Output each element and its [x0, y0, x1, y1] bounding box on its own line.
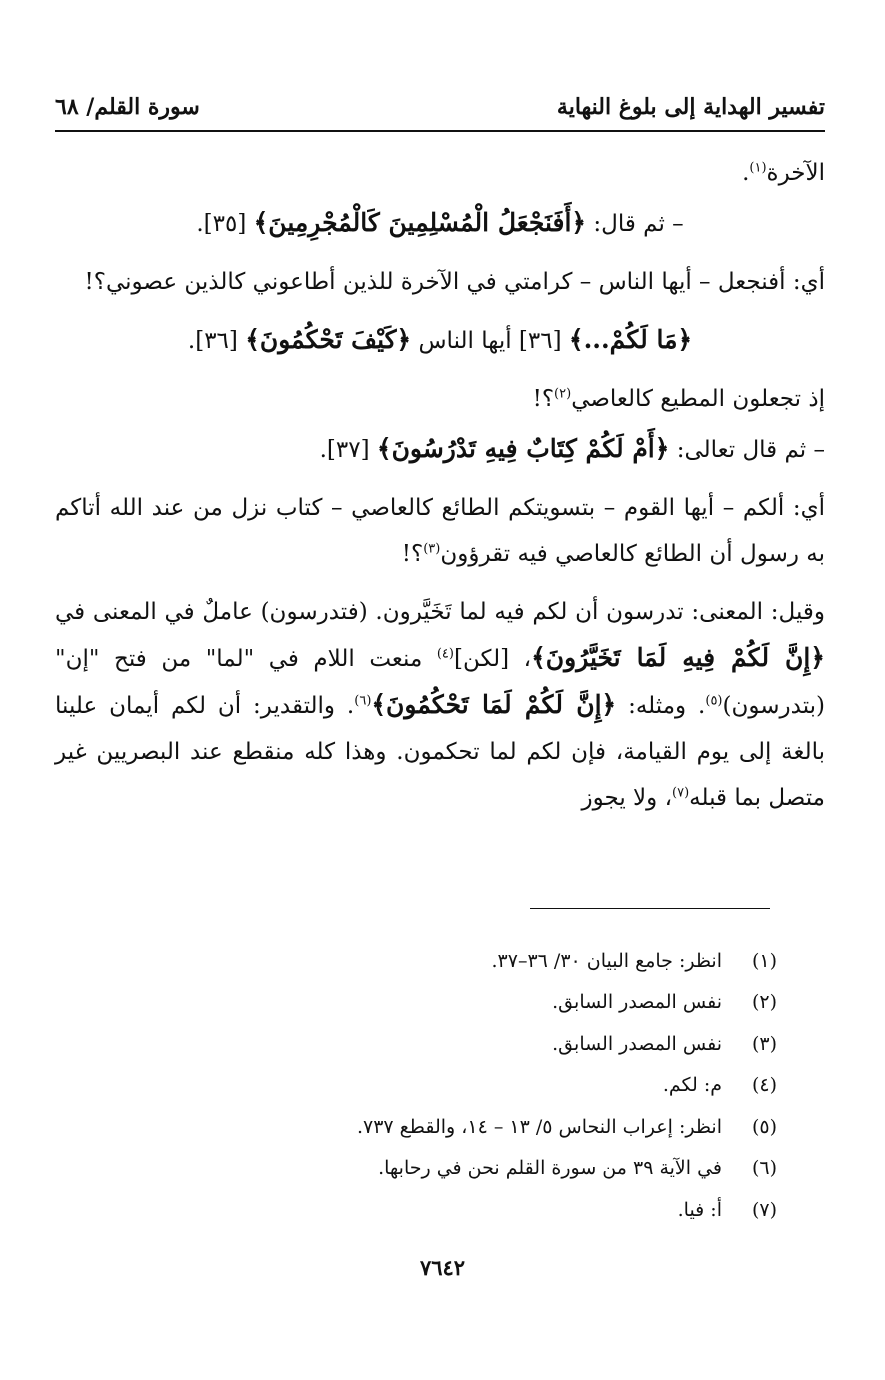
paragraph-4: ﴿مَا لَكُمْ...﴾ [٣٦] أيها الناس ﴿كَيْفَ تَحْكُمُونَ﴾ [٣٦]. — [187, 325, 693, 354]
main-text — [55, 150, 825, 833]
footnote-ref-5[interactable]: (٥) — [705, 693, 723, 709]
footnote-7 — [257, 1189, 777, 1231]
footnote-2 — [257, 982, 777, 1024]
surah-page-label: سورة القلم/ ٦٨ — [55, 94, 200, 120]
footnote-number: (٣) — [751, 1032, 777, 1055]
footnote-number: (٤) — [751, 1074, 777, 1097]
footnotes — [257, 940, 777, 1231]
footnote-ref-7[interactable]: (٧) — [672, 785, 690, 801]
paragraph-2: – ثم قال: ﴿أَفَنَجْعَلُ الْمُسْلِمِينَ كَالْمُجْرِمِينَ﴾ [٣٥]. — [196, 208, 684, 237]
page-number: ٧٦٤٢ — [419, 1255, 466, 1280]
footnote-ref-3[interactable]: (٣) — [423, 541, 441, 557]
footnote-ref-2[interactable]: (٢) — [554, 386, 572, 402]
paragraph-7: أي: ألكم – أيها القوم – بتسويتكم الطائع كالعاصي – كتاب نزل من عند الله أتاكم به رسول أن الطائع كالعاصي فيه تقرؤون$^{(٣)}$؟! — [55, 495, 825, 567]
footnote-6 — [257, 1148, 777, 1190]
footnote-text: نفس المصدر السابق. — [552, 991, 722, 1014]
quran-verse-35: ﴿أَفَنَجْعَلُ الْمُسْلِمِينَ كَالْمُجْرِمِينَ﴾ — [253, 208, 587, 237]
footnote-text: في الآية ٣٩ من سورة القلم نحن في رحابها. — [378, 1157, 722, 1180]
footnote-number: (٢) — [751, 991, 777, 1014]
paragraph-1: الآخرة$^{(١)}$. — [742, 160, 825, 186]
quran-verse-39: ﴿إِنَّ لَكُمْ لَمَا تَحْكُمُونَ﴾ — [371, 690, 617, 719]
paragraph-3: أي: أفنجعل – أيها الناس – كرامتي في الآخرة للذين أطاعوني كالذين عصوني؟! — [84, 269, 825, 295]
quran-verse-38: ﴿إِنَّ لَكُمْ فِيهِ لَمَا تَخَيَّرُونَ﴾ — [531, 643, 825, 672]
footnote-number: (٥) — [751, 1115, 777, 1138]
quran-verse-36a: ﴿مَا لَكُمْ...﴾ — [568, 325, 693, 354]
book-title: تفسير الهداية إلى بلوغ النهاية — [556, 94, 825, 120]
footnote-ref-4[interactable]: (٤) — [436, 646, 454, 662]
footnote-number: (٧) — [751, 1198, 777, 1221]
footnote-4 — [257, 1065, 777, 1107]
footnote-text: أ: فيا. — [677, 1198, 722, 1221]
paragraph-5: إذ تجعلون المطيع كالعاصي$^{(٢)}$؟! — [532, 386, 825, 412]
footnote-ref-1[interactable]: (١) — [749, 160, 767, 176]
footnote-number: (٦) — [751, 1157, 777, 1180]
footnote-separator — [530, 908, 770, 909]
footnote-text: انظر: إعراب النحاس ٥/ ١٣ – ١٤، والقطع ٧٣٧. — [356, 1115, 722, 1138]
footnote-text: م: لكم. — [662, 1074, 722, 1097]
footnote-ref-6[interactable]: (٦) — [354, 693, 372, 709]
footnote-number: (١) — [751, 949, 777, 972]
footnote-3 — [257, 1023, 777, 1065]
footnote-5 — [257, 1106, 777, 1148]
quran-verse-37: ﴿أَمْ لَكُمْ كِتَابٌ فِيهِ تَدْرُسُونَ﴾ — [376, 434, 670, 463]
paragraph-8: وقيل: المعنى: تدرسون أن لكم فيه لما تَخَيَّرون. (فتدرسون) عاملٌ في المعنى في ﴿إِنَّ لَكُمْ فِيهِ لَمَا تَخَيَّرُونَ﴾، [لكن]$^{(٤)}$ منعت اللام في "لما" من فتح "إن" (بتدرسون)$^{(٥)}$. ومثله: ﴿إِنَّ لَكُمْ لَمَا تَحْكُمُونَ﴾$^{(٦)}$. والتقدير: أن لكم أيمان علينا بالغة إلى يوم القيامة، فإن لكم لما تحكمون. وهذا كله منقطع عند البصريين غير متصل بما قبله$^{(٧)}$، ولا يجوز — [55, 599, 826, 811]
running-header — [55, 88, 825, 126]
quran-verse-36b: ﴿كَيْفَ تَحْكُمُونَ﴾ — [245, 325, 412, 354]
footnote-1 — [257, 940, 777, 982]
paragraph-6: – ثم قال تعالى: ﴿أَمْ لَكُمْ كِتَابٌ فِيهِ تَدْرُسُونَ﴾ [٣٧]. — [319, 434, 825, 463]
footnote-text: نفس المصدر السابق. — [552, 1032, 722, 1055]
header-rule — [55, 130, 825, 132]
footnote-text: انظر: جامع البيان ٣٠/ ٣٦–٣٧. — [491, 949, 722, 972]
